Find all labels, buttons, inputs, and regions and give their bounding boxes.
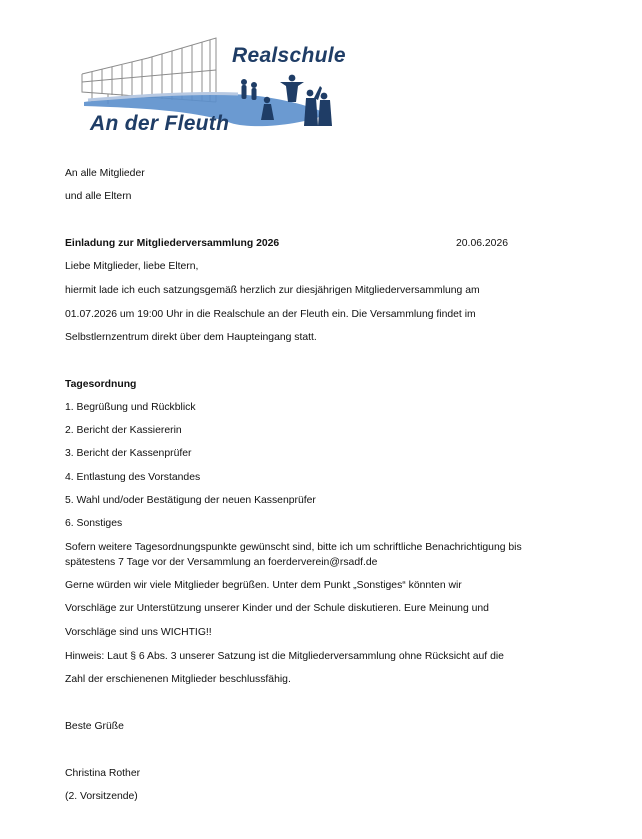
agenda-item: 5. Wahl und/oder Bestätigung der neuen Kassenprüfer	[65, 495, 316, 506]
address-line-2: und alle Eltern	[65, 191, 132, 202]
letter-date: 20.06.2026	[456, 238, 509, 249]
body-line-2: spätestens 7 Tage vor der Versammlung an foerderverein@rsadf.de	[65, 557, 378, 568]
logo-text-realschule: Realschule	[232, 44, 346, 67]
body-line-5: Vorschläge sind uns WICHTIG!!	[65, 627, 212, 638]
intro-line-1: hiermit lade ich euch satzungsgemäß herzlich zur diesjährigen Mitgliederversammlung am	[65, 285, 480, 296]
salutation: Liebe Mitglieder, liebe Eltern,	[65, 261, 199, 272]
body-line-3: Gerne würden wir viele Mitglieder begrüßen. Unter dem Punkt „Sonstiges“ könnten wir	[65, 580, 462, 591]
intro-line-2: 01.07.2026 um 19:00 Uhr in die Realschule an der Fleuth ein. Die Versammlung findet im	[65, 309, 476, 320]
agenda-item: 1. Begrüßung und Rückblick	[65, 402, 196, 413]
body-line-7: Zahl der erschienenen Mitglieder beschlussfähig.	[65, 674, 291, 685]
agenda-item: 6. Sonstiges	[65, 518, 123, 529]
agenda-item: 3. Bericht der Kassenprüfer	[65, 448, 192, 459]
closing: Beste Grüße	[65, 721, 124, 732]
body-line-6: Hinweis: Laut § 6 Abs. 3 unserer Satzung ist die Mitgliederversammlung ohne Rücksicht auf die	[65, 651, 504, 662]
logo-text-an-der-fleuth: An der Fleuth	[90, 112, 230, 135]
signature-name: Christina Rother	[65, 768, 141, 779]
intro-line-3: Selbstlernzentrum direkt über dem Haupteingang statt.	[65, 332, 317, 343]
address-line-1: An alle Mitglieder	[65, 168, 145, 179]
signature-role: (2. Vorsitzende)	[65, 791, 138, 802]
agenda-item: 4. Entlastung des Vorstandes	[65, 472, 201, 483]
body-line-4: Vorschläge zur Unterstützung unserer Kinder und der Schule diskutieren. Eure Meinung und	[65, 603, 489, 614]
subject-line: Einladung zur Mitgliederversammlung 2026	[65, 238, 280, 249]
agenda-item: 2. Bericht der Kassiererin	[65, 425, 182, 436]
agenda-heading: Tagesordnung	[65, 379, 137, 390]
body-line-1: Sofern weitere Tagesordnungspunkte gewünscht sind, bitte ich um schriftliche Benachrichtigung bis	[65, 542, 522, 553]
